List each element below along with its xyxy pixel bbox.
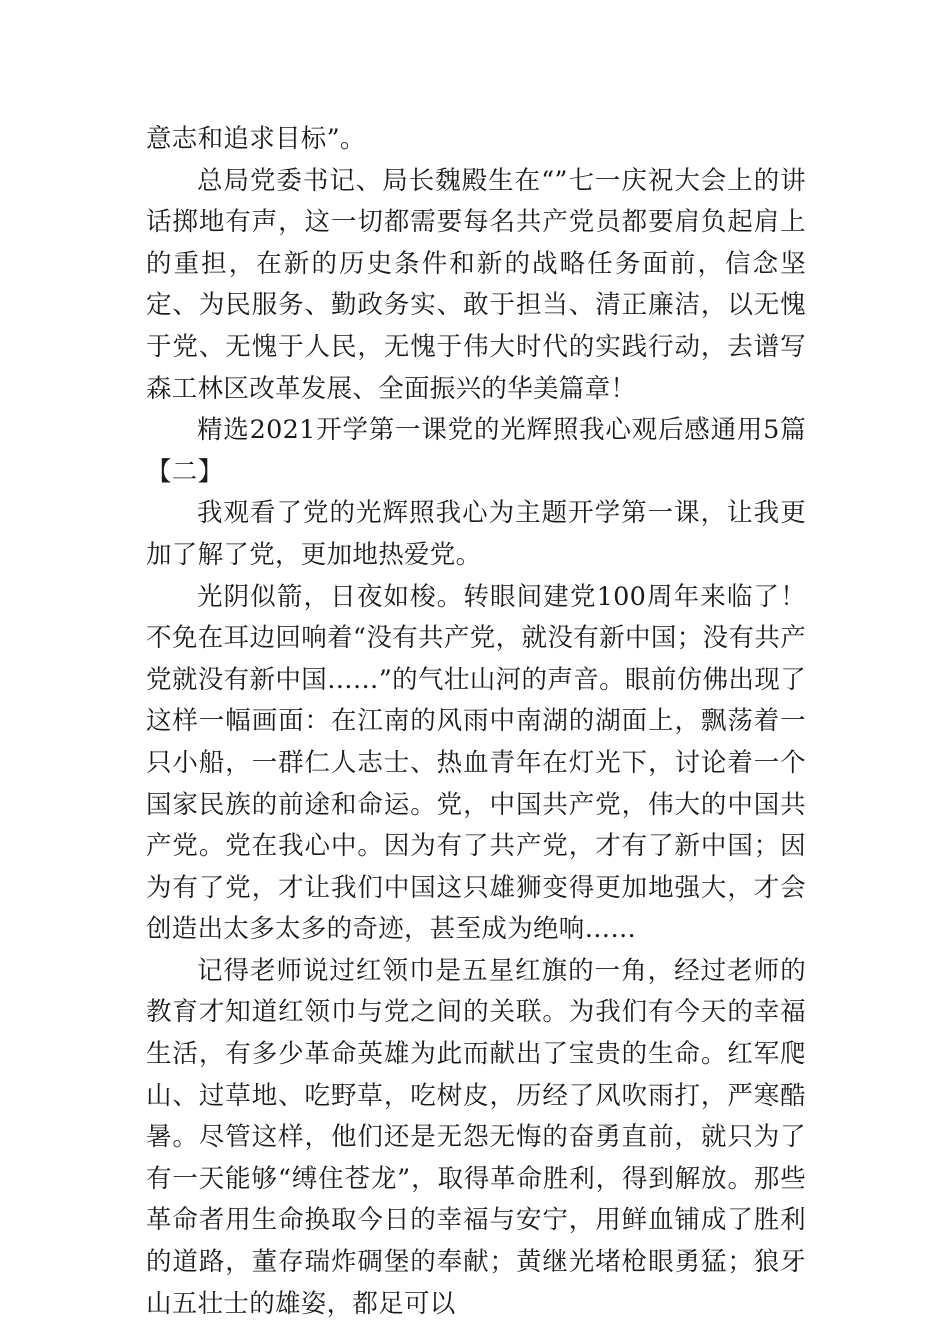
- paragraph-history: 光阴似箭，日夜如梭。转眼间建党100周年来临了！不免在耳边回响着“没有共产党，就没有新中国；没有共产党就没有新中国……”的气壮山河的声音。眼前仿佛出现了这样一幅画面：在江南的风雨中南湖的湖面上，飘荡着一只小船，一群仁人志士、热血青年在灯光下，讨论着一个国家民族的前途和命运。党，中国共产党，伟大的中国共产党。党在我心中。因为有了共产党，才有了新中国；因为有了党，才让我们中国这只雄狮变得更加地强大，才会创造出太多太多的奇迹，甚至成为绝响……: [146, 581, 806, 945]
- section-heading: 精选2021开学第一课党的光辉照我心观后感通用5篇【二】: [146, 415, 806, 487]
- document-body: [146, 119, 806, 1325]
- paragraph-red-scarf: 记得老师说过红领巾是五星红旗的一角，经过老师的教育才知道红领巾与党之间的关联。为我们有今天的幸福生活，有多少革命英雄为此而献出了宝贵的生命。红军爬山、过草地、吃野草，吃树皮，历经了风吹雨打，严寒酷暑。尽管这样，他们还是无怨无悔的奋勇直前，就只为了有一天能够“缚住苍龙”，取得革命胜利，得到解放。那些革命者用生命换取今日的幸福与安宁，用鲜血铺成了胜利的道路，董存瑞炸碉堡的奉献；黄继光堵枪眼勇猛；狼牙山五壮士的雄姿，都足可以: [146, 955, 806, 1319]
- paragraph-speech: 总局党委书记、局长魏殿生在“”七一庆祝大会上的讲话掷地有声，这一切都需要每名共产党员都要肩负起肩上的重担，在新的历史条件和新的战略任务面前，信念坚定、为民服务、勤政务实、敢于担当、清正廉洁，以无愧于党、无愧于人民，无愧于伟大时代的实践行动，去谱写森工林区改革发展、全面振兴的华美篇章！: [146, 165, 806, 404]
- paragraph-intro: 我观看了党的光辉照我心为主题开学第一课，让我更加了解了党，更加地热爱党。: [146, 498, 806, 570]
- paragraph-continuation: 意志和追求目标”。: [146, 124, 366, 154]
